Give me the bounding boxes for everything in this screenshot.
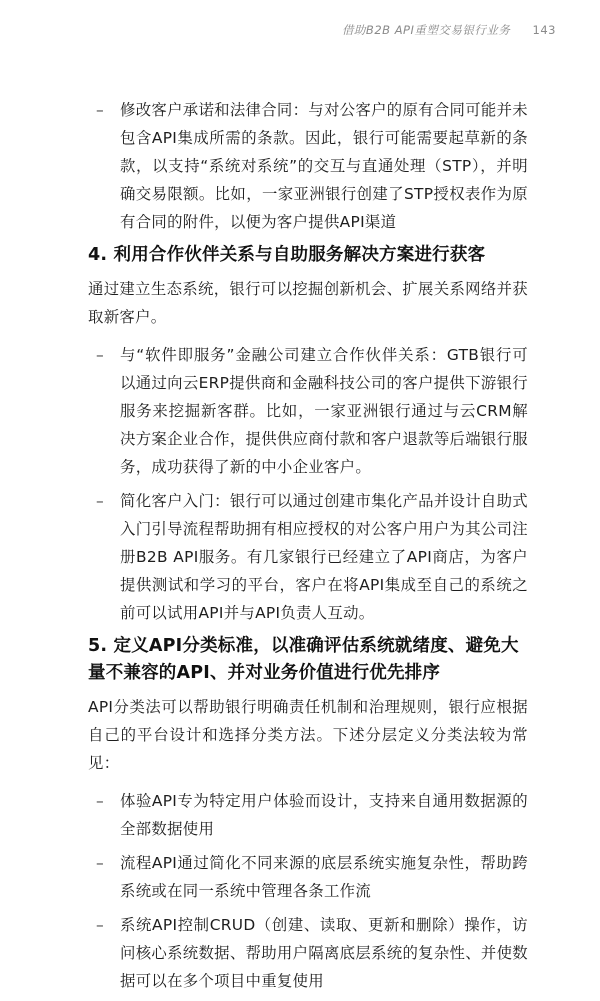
header-title: 借助B2B API重塑交易银行业务 [341, 23, 511, 37]
list-item-text: 流程API通过简化不同来源的底层系统实施复杂性，帮助跨系统或在同一系统中管理各条工作流 [120, 854, 528, 900]
section-4-paragraph: 通过建立生态系统，银行可以挖掘创新机会、扩展关系网络并获取新客户。 [88, 280, 528, 326]
list-item [88, 341, 528, 481]
bullet-dash: – [96, 101, 104, 119]
bullet-dash: – [96, 492, 104, 510]
bullet-dash: – [96, 346, 104, 364]
section-heading-4: 4. 利用合作伙伴关系与自助服务解决方案进行获客 [88, 245, 486, 265]
list-item-text: 系统API控制CRUD（创建、读取、更新和删除）操作，访问核心系统数据、帮助用户隔离底层系统的复杂性、并使数据可以在多个项目中重复使用 [120, 916, 528, 990]
page-content [88, 96, 528, 1001]
section-5-paragraph: API分类法可以帮助银行明确责任机制和治理规则，银行应根据自己的平台设计和选择分类方法。下述分层定义分类法较为常见： [88, 698, 528, 772]
running-header [342, 22, 556, 38]
list-item [88, 849, 528, 905]
bullet-dash: – [96, 916, 104, 934]
list-item [88, 487, 528, 627]
section-heading-5: 5. 定义API分类标准，以准确评估系统就绪度、避免大量不兼容的API、并对业务价值进行优先排序 [88, 636, 519, 683]
page-number: 143 [532, 23, 556, 37]
list-item-text: 修改客户承诺和法律合同：与对公客户的原有合同可能并未包含API集成所需的条款。因此，银行可能需要起草新的条款，以支持“系统对系统”的交互与直通处理（STP），并明确交易限额。比如，一家亚洲银行创建了STP授权表作为原有合同的附件，以便为客户提供API渠道 [120, 101, 528, 231]
bullet-dash: – [96, 854, 104, 872]
list-item-text: 与“软件即服务”金融公司建立合作伙伴关系：GTB银行可以通过向云ERP提供商和金融科技公司的客户提供下游银行服务来挖掘新客群。比如，一家亚洲银行通过与云CRM解决方案企业合作，提供供应商付款和客户退款等后端银行服务，成功获得了新的中小企业客户。 [120, 346, 528, 476]
list-item-text: 简化客户入门：银行可以通过创建市集化产品并设计自助式入门引导流程帮助拥有相应授权的对公客户用户为其公司注册B2B API服务。有几家银行已经建立了API商店，为客户提供测试和学习的平台，客户在将API集成至自己的系统之前可以试用API并与API负责人互动。 [120, 492, 528, 622]
list-item [88, 96, 528, 236]
bullet-dash: – [96, 792, 104, 810]
list-item [88, 911, 528, 995]
list-item-text: 体验API专为特定用户体验而设计，支持来自通用数据源的全部数据使用 [120, 792, 528, 838]
list-item [88, 787, 528, 843]
